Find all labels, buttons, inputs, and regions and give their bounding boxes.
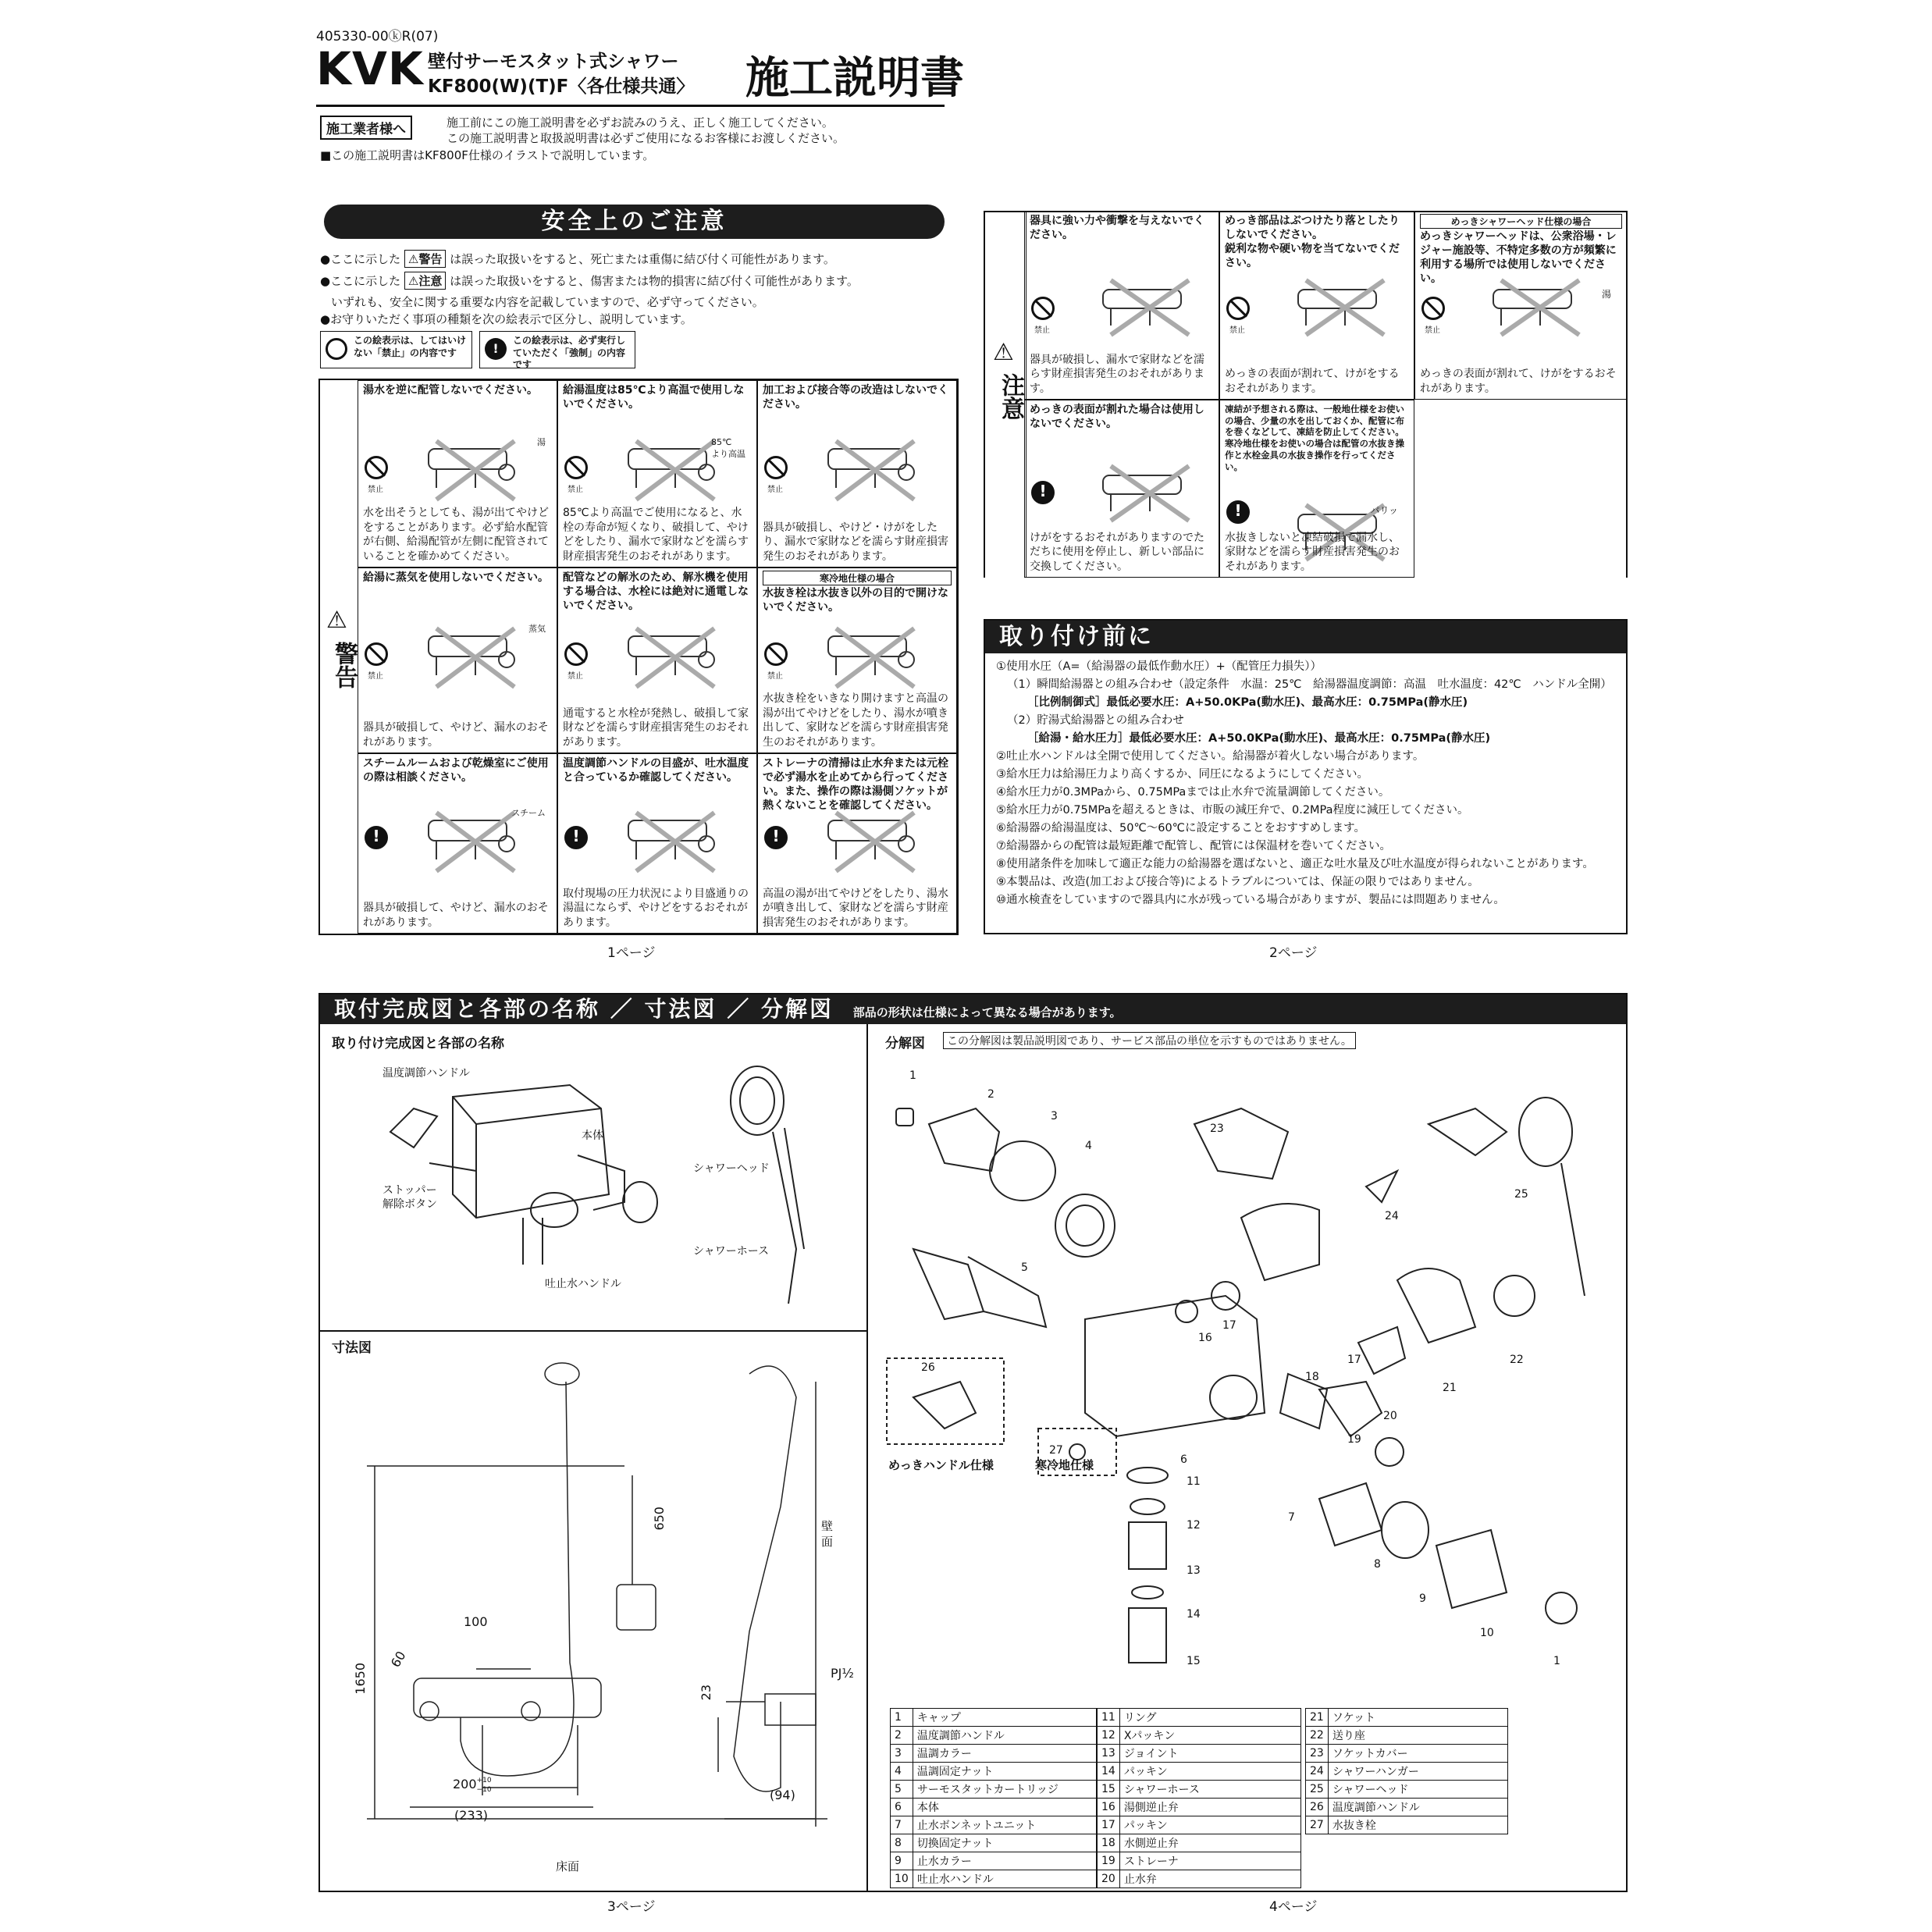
parts-row [891,1763,1097,1781]
cell-body: 器具が破損し、漏水で家財などを濡らす財産損害発生のおそれがあります。 [1030,353,1204,395]
part-number-label: 21 [1443,1382,1457,1394]
part-number-label: 26 [921,1361,935,1374]
part-number: 14 [1098,1763,1120,1781]
cell-body: 器具が破損して、やけど、漏水のおそれがあります。 [363,902,549,929]
safety-line-2-post: は誤った取扱いをすると、傷害または物的損害に結び付く可能性があります。 [450,274,859,288]
cell-heading: めっきシャワーヘッドは、公衆浴場・レジャー施設等、不特定多数の方が頻繁に利用する場所では使用しないでください。 [1420,230,1617,285]
part-name: 止水カラー [913,1852,1096,1870]
mandatory-icon [365,826,388,849]
dim-94: (94) [770,1788,795,1802]
part-name: シャワーホース [1119,1781,1300,1799]
cell-body: 水抜きしないと凍結破損で漏水し、家財などを濡らす財産損害発生のおそれがあります。 [1225,531,1400,573]
part-name: 送り座 [1328,1727,1507,1745]
section3-title-bar [320,994,1626,1024]
part-number-label: 20 [1383,1410,1397,1422]
dim-23: 23 [699,1685,713,1701]
cell-body: 高温の湯が出てやけどをしたり、湯水が噴き出して、家財などを濡らす財産損害発生のおそれがあります。 [763,887,948,929]
part-name: 止水弁 [1119,1870,1300,1888]
parts-row [1306,1745,1508,1763]
part-number: 11 [1098,1709,1120,1727]
before-install-item: ⑩通水検査をしていますので器具内に水が残っている場合がありますが、製品には問題ありません。 [996,894,1505,906]
prohibit-icon [764,456,788,479]
part-number-label: 14 [1187,1608,1201,1621]
part-number-label: 8 [1374,1558,1381,1571]
parts-row [1306,1781,1508,1799]
parts-row [891,1781,1097,1799]
names-dims-divider [320,1330,866,1332]
cell-body: けがをするおそれがありますのでただちに使用を停止し、新しい部品に交換してください。 [1030,531,1204,573]
dim-200-value: 200 [453,1777,477,1791]
part-number: 2 [891,1727,913,1745]
before-install-item: ［給湯・給水圧力］最低必要水圧：A+50.0KPa(動水圧)、最高水圧：0.75MPa(静水圧) [1027,732,1491,745]
caution-cell [1024,211,1219,400]
legend-must [479,331,635,371]
part-number: 6 [891,1799,913,1816]
dim-233: (233) [454,1808,489,1823]
brand-logo: KVK [316,42,424,95]
part-number: 19 [1098,1852,1120,1870]
illustration-label: 湯 [1601,288,1611,300]
parts-row [1306,1816,1508,1834]
before-install-item: （2）貯湯式給湯器との組み合わせ [1007,714,1184,727]
exploded-title: 分解図 [885,1036,925,1051]
caution-tag: ⚠注意 [404,272,446,290]
part-number: 10 [891,1870,913,1888]
warning-cell [557,568,757,753]
part-number: 25 [1306,1781,1329,1799]
parts-table-col2 [1097,1708,1301,1888]
part-name: キャップ [913,1709,1096,1727]
faucet-illustration [1080,461,1204,524]
dim-60: 60 [387,1648,409,1670]
legend-prohibit [320,331,472,368]
dim-1650: 1650 [353,1663,368,1695]
part-number-label: 18 [1305,1371,1319,1383]
cell-body: 器具が破損して、やけど、漏水のおそれがあります。 [363,721,549,749]
part-name: ソケット [1328,1709,1507,1727]
part-number-label: 25 [1514,1188,1528,1201]
prohibit-caption: 禁止 [368,672,383,681]
part-name: シャワーハンガー [1328,1763,1507,1781]
parts-row [1098,1834,1301,1852]
cell-body: 通電すると水栓が発熱し、破損して家財などを濡らす財産損害発生のおそれがあります。 [563,706,749,749]
illustration-note: ■この施工説明書はKF800F仕様のイラストで説明しています。 [320,148,655,162]
part-number: 15 [1098,1781,1120,1799]
part-number: 13 [1098,1745,1120,1763]
before-install-item: ⑧使用諸条件を加味して適正な能力の給湯器を選ばないと、適正な吐水量及び吐水温度が得られないことがあります。 [996,858,1594,870]
prohibit-icon [1421,297,1445,320]
installer-note: 施工前にこの施工説明書を必ずお読みのうえ、正しく施工してください。 この施工説明書と取扱説明書は必ずご使用になるお客様にお渡しください。 [447,116,845,145]
safety-line-2-pre: ●ここに示した [320,274,401,288]
part-name: 温度調節ハンドル [913,1727,1096,1745]
before-install-item: ②吐止水ハンドルは全開で使用してください。給湯器が着火しない場合があります。 [996,750,1425,763]
cell-tag: 寒冷地仕様の場合 [763,571,952,585]
parts-row [1098,1727,1301,1745]
cell-heading: 湯水を逆に配管しないでください。 [363,384,538,397]
warning-cell [358,568,557,753]
cell-body: 器具が破損し、やけど・けがをしたり、漏水で家財などを濡らす財産損害発生のおそれがあります。 [763,521,948,563]
parts-row [1306,1763,1508,1781]
part-number-label: 1 [909,1069,916,1082]
mandatory-icon [1031,481,1055,504]
before-install-title: 取り付け前に [985,621,1626,653]
parts-row [1306,1799,1508,1816]
parts-row [891,1709,1097,1727]
part-number-label: 10 [1480,1627,1494,1639]
before-install-item: ⑤給水圧力が0.75MPaを超えるときは、市販の減圧弁で、0.2MPa程度に減圧してください。 [996,804,1469,817]
before-install-item: ①使用水圧（A=（給湯器の最低作動水圧）+（配管圧力損失）） [996,660,1322,673]
label-temp-handle: 温度調節ハンドル [382,1067,470,1080]
before-install-item: ③給水圧力は給湯圧力より高くするか、同圧になるようにしてください。 [996,768,1368,781]
part-number-label: 15 [1187,1655,1201,1667]
faucet-illustration [1275,276,1400,338]
part-name: 止水ボンネットユニット [913,1816,1096,1834]
parts-row [891,1834,1097,1852]
part-name: ジョイント [1119,1745,1300,1763]
doc-title: 施工説明書 [745,53,964,104]
part-number-label: 17 [1347,1354,1361,1366]
warning-cell [757,568,957,753]
part-name: 吐止水ハンドル [913,1870,1096,1888]
cold-region-label: 寒冷地仕様 [1035,1458,1094,1472]
label-spout-handle: 吐止水ハンドル [545,1278,621,1290]
illustration-label: 湯 [537,437,546,447]
caution-cell [1024,400,1219,578]
safety-line-2 [320,272,859,290]
part-name: パッキン [1119,1763,1300,1781]
dims-title: 寸法図 [332,1340,372,1356]
installer-tag: 施工業者様へ [320,116,412,140]
cell-tag: めっきシャワーヘッド仕様の場合 [1420,214,1622,229]
assembly-illustration [367,1062,859,1311]
parts-table-col1 [890,1708,1097,1888]
part-name: 水抜き栓 [1328,1816,1507,1834]
part-number-label: 16 [1198,1332,1212,1344]
section3-note: 部品の形状は仕様によって異なる場合があります。 [852,1005,1122,1019]
cell-heading: 水抜き栓は水抜き以外の目的で開けないでください。 [763,587,948,614]
prohibit-icon [1226,297,1250,320]
part-number: 24 [1306,1763,1329,1781]
page-label-1: 1ページ [607,945,656,961]
before-install-item: ④給水圧力が0.3MPaから、0.75MPaまでは止水弁で流量調節してください。 [996,786,1390,799]
illustration-label: パリッ [1370,505,1398,517]
safety-line-3: いずれも、安全に関する重要な内容を記載していますので、必ず守ってください。 [331,295,764,309]
prohibit-caption: 禁止 [1034,326,1050,335]
prohibit-caption: 禁止 [1425,326,1440,335]
dim-pj: PJ½ [831,1666,854,1681]
warning-cell [557,380,757,568]
warning-cell [358,380,557,568]
cell-body: 水抜き栓をいきなり開けますと高温の湯が出てやけどをしたり、湯水が噴き出して、家財などを濡らす財産損害発生のおそれがあります。 [763,692,948,749]
part-number: 3 [891,1745,913,1763]
prohibit-icon [1031,297,1055,320]
cell-heading: スチームルームおよび乾燥室にご使用の際は相談ください。 [363,757,549,784]
warning-cell [757,380,957,568]
caution-cell [1219,400,1414,578]
faucet-illustration [605,805,738,875]
faucet-illustration [605,621,738,691]
section3-title: 取付完成図と各部の名称 ／ 寸法図 ／ 分解図 [334,996,834,1022]
cell-body: 水を出そうとしても、湯が出てやけどをすることがあります。必ず給水配管が右側、給湯配管が左側に配管されていることを確かめてください。 [363,507,549,563]
cell-heading: 凍結が予想される際は、一般地仕様をお使いの場合、少量の水を出しておくか、配管に布を巻くなどして、凍結を防止してください。 寒冷地仕様をお使いの場合は配管の水抜き操作と水栓金具の水抜き操作を行ってください。 [1225,404,1404,472]
part-number: 12 [1098,1727,1120,1745]
parts-table-col3 [1305,1708,1508,1834]
part-number-label: 5 [1021,1261,1028,1274]
faucet-illustration [1470,276,1595,338]
safety-title: 安全上のご注意 [324,205,945,239]
part-number: 26 [1306,1799,1329,1816]
illustration-label: 蒸気 [528,624,546,635]
parts-row [1098,1745,1301,1763]
parts-row [1098,1709,1301,1727]
part-number-label: 22 [1510,1354,1524,1366]
part-name: 水側逆止弁 [1119,1834,1300,1852]
part-number: 16 [1098,1799,1120,1816]
cell-heading: ストレーナの清掃は止水弁または元栓で必ず湯水を止めてから行ってください。また、操作の際は湯側ソケットが熱くないことを確認してください。 [763,757,948,812]
parts-row [891,1799,1097,1816]
product-name: 壁付サーモスタット式シャワー [428,52,679,72]
caution-triangle-icon: ⚠ [993,339,1014,366]
cell-body: めっきの表面が割れて、けがをするおそれがあります。 [1420,368,1617,395]
part-name: 温度調節ハンドル [1328,1799,1507,1816]
part-number: 22 [1306,1727,1329,1745]
safety-line-1-pre: ●ここに示した [320,252,401,266]
before-install-list [996,658,1621,909]
prohibit-icon [764,642,788,666]
cell-heading: 温度調節ハンドルの目盛が、吐水温度と合っているか確認してください。 [563,757,749,784]
cell-body: 取付現場の圧力状況により目盛通りの湯温にならず、やけどをするおそれがあります。 [563,887,749,929]
warning-triangle-icon: ⚠ [326,607,347,634]
faucet-illustration [805,621,938,691]
label-shower-head: シャワーヘッド [693,1162,770,1175]
legend-prohibit-text: この絵表示は、してはいけない「禁止」の内容です [354,335,467,358]
dim-650: 650 [652,1507,667,1531]
illustration-label: スチーム [511,808,546,819]
dim-wall: 壁 面 [821,1519,834,1549]
parts-row [891,1727,1097,1745]
page-label-2: 2ページ [1269,945,1318,961]
document-code: 405330-00ⓚR(07) [316,29,439,44]
part-number: 27 [1306,1816,1329,1834]
cell-body: めっきの表面が割れて、けがをするおそれがあります。 [1225,368,1400,395]
parts-row [1306,1709,1508,1727]
exploded-note: この分解図は製品説明図であり、サービス部品の単位を示すものではありません。 [943,1032,1356,1049]
warning-cell [557,753,757,934]
safety-line-1 [320,250,835,268]
parts-row [1098,1816,1301,1834]
warning-cell [358,753,557,934]
mandatory-icon: ! [485,338,507,360]
before-install-item: ［比例制御式］最低必要水圧：A+50.0KPa(動水圧)、最高水圧：0.75MPa(静水圧) [1027,696,1468,709]
cell-heading: 配管などの解氷のため、解氷機を使用する場合は、水栓には絶対に通電しないでください。 [563,571,749,612]
cell-heading: めっき部品はぶつけたり落としたりしないでください。 鋭利な物や硬い物を当てないでください。 [1225,215,1400,269]
safety-line-4: ●お守りいただく事項の種類を次の絵表示で区分し、説明しています。 [320,312,692,326]
part-name: ストレーナ [1119,1852,1300,1870]
prohibit-caption: 禁止 [1229,326,1245,335]
prohibit-caption: 禁止 [368,486,383,494]
label-shower-hose: シャワーホース [693,1245,770,1258]
part-number-label: 24 [1385,1210,1399,1222]
part-number: 23 [1306,1745,1329,1763]
dim-100: 100 [464,1614,488,1629]
part-number: 1 [891,1709,913,1727]
part-number-label: 6 [1180,1453,1187,1466]
section3-divider [866,1024,868,1891]
part-name: サーモスタットカートリッジ [913,1781,1096,1799]
page-label-4: 4ページ [1269,1899,1318,1915]
part-number-label: 13 [1187,1564,1201,1577]
faucet-illustration [805,433,938,503]
part-name: リング [1119,1709,1300,1727]
dim-floor: 床面 [556,1859,580,1873]
part-number: 7 [891,1816,913,1834]
cell-heading: 給湯に蒸気を使用しないでください。 [363,571,549,584]
warning-label: 警告 [330,642,358,688]
part-name: 温調カラー [913,1745,1096,1763]
label-stopper: ストッパー 解除ボタン [382,1184,437,1212]
prohibit-icon [564,456,588,479]
part-name: 温調固定ナット [913,1763,1096,1781]
mandatory-icon [564,826,588,849]
faucet-illustration [405,433,538,503]
parts-row [1098,1870,1301,1888]
cell-heading: 器具に強い力や衝撃を与えないでください。 [1030,215,1204,241]
warning-tag: ⚠警告 [404,250,446,268]
parts-row [1306,1727,1508,1745]
part-number: 18 [1098,1834,1120,1852]
part-number-label: 23 [1210,1123,1224,1135]
cell-heading: 給湯温度は85℃より高温で使用しないでください。 [563,384,745,411]
dim-200 [453,1777,492,1795]
part-name: ソケットカバー [1328,1745,1507,1763]
part-number: 4 [891,1763,913,1781]
caution-label: 注意 [997,373,1024,420]
part-name: 切換固定ナット [913,1834,1096,1852]
page-label-3: 3ページ [607,1899,656,1915]
header-rule [316,105,945,107]
parts-row [1098,1852,1301,1870]
part-number-label: 4 [1085,1140,1092,1152]
mandatory-icon [1226,500,1250,524]
part-number: 17 [1098,1816,1120,1834]
part-number-label: 17 [1222,1319,1236,1332]
part-number: 9 [891,1852,913,1870]
warning-label-column [320,380,358,934]
part-number-label: 9 [1419,1592,1426,1605]
parts-row [1098,1799,1301,1816]
dim-200-tolerance: +10 −10 [476,1777,492,1794]
part-number: 5 [891,1781,913,1799]
part-number-label: 11 [1187,1475,1201,1488]
caution-cell [1219,211,1414,400]
part-number-label: 12 [1187,1519,1201,1532]
before-install-item: ⑦給湯器からの配管は最短距離で配管し、配管には保温材を巻いてください。 [996,840,1391,852]
prohibit-caption: 禁止 [568,672,583,681]
part-number-label: 3 [1051,1110,1058,1123]
warning-cell [757,753,957,934]
part-name: シャワーヘッド [1328,1781,1507,1799]
caution-cell [1414,211,1628,400]
legend-must-text: この絵表示は、必ず実行していただく「強制」の内容です [513,335,626,371]
part-number-label: 19 [1347,1433,1361,1446]
faucet-illustration [805,805,938,875]
prohibit-icon [365,642,388,666]
part-name: Xパッキン [1119,1727,1300,1745]
cell-heading: めっきの表面が割れた場合は使用しないでください。 [1030,404,1204,430]
illustration-label: 85℃ より高温 [711,437,745,459]
mandatory-icon [764,826,788,849]
part-name: 湯側逆止弁 [1119,1799,1300,1816]
before-install-panel [984,619,1628,934]
part-number-label: 2 [987,1088,994,1101]
before-install-item: ⑥給湯器の給湯温度は、50℃〜60℃に設定することをおすすめします。 [996,822,1365,834]
part-number-label: 27 [1049,1444,1063,1457]
faucet-illustration [1080,276,1204,338]
cell-heading: 加工および接合等の改造はしないでください。 [763,384,948,411]
parts-row [891,1852,1097,1870]
prohibit-caption: 禁止 [767,672,783,681]
part-number-label: 7 [1288,1511,1295,1524]
before-install-item: （1）瞬間給湯器との組み合わせ（設定条件 水温：25℃ 給湯器温度調節：高温 吐水温度：42℃ ハンドル全開） [1007,678,1612,691]
names-title: 取り付け完成図と各部の名称 [332,1036,504,1051]
part-number: 21 [1306,1709,1329,1727]
exploded-illustration [882,1062,1624,1686]
prohibit-icon [326,338,347,360]
prohibit-icon [564,642,588,666]
product-model: KF800(W)(T)F〈各仕様共通〉 [428,76,695,97]
caution-label-column [985,212,1026,578]
cell-body: 85℃より高温でご使用になると、水栓の寿命が短くなり、破損して、やけどをしたり、漏水で家財などを濡らす財産損害発生のおそれがあります。 [563,507,749,563]
prohibit-caption: 禁止 [568,486,583,494]
parts-row [891,1816,1097,1834]
label-body: 本体 [582,1130,603,1142]
prohibit-icon [365,456,388,479]
safety-line-1-post: は誤った取扱いをすると、死亡または重傷に結び付く可能性があります。 [450,252,835,266]
part-number: 8 [891,1834,913,1852]
part-number: 20 [1098,1870,1120,1888]
before-install-item: ⑨本製品は、改造(加工および接合等)によるトラブルについては、保証の限りではありません。 [996,876,1479,888]
part-number-label: 1 [1553,1655,1560,1667]
part-name: パッキン [1119,1816,1300,1834]
parts-row [1098,1781,1301,1799]
faucet-illustration [405,621,538,691]
part-name: 本体 [913,1799,1096,1816]
parts-row [891,1745,1097,1763]
parts-row [891,1870,1097,1888]
prohibit-caption: 禁止 [767,486,783,494]
plated-handle-label: めっきハンドル仕様 [888,1458,994,1472]
parts-row [1098,1763,1301,1781]
